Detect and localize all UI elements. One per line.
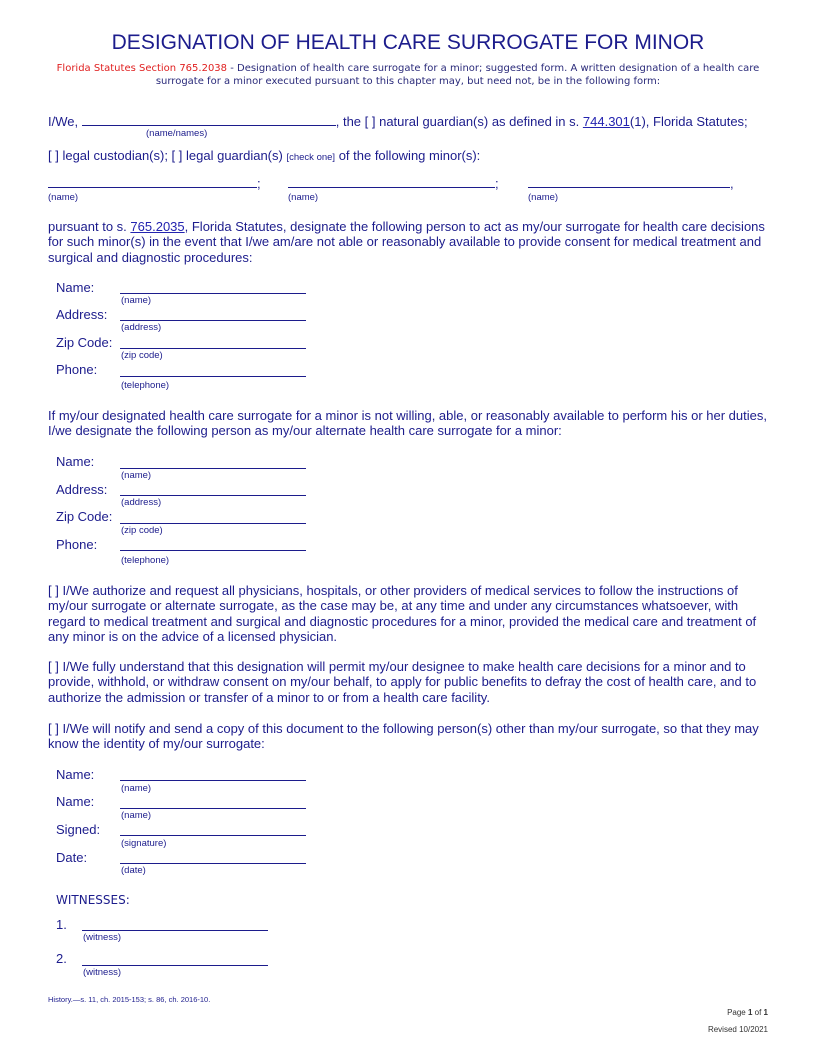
surrogate-zip-field[interactable] <box>120 347 306 349</box>
surrogate-phone-field[interactable] <box>120 375 306 377</box>
minors-text: of the following minor(s): <box>338 148 481 163</box>
date-label: Date: <box>56 850 88 865</box>
witnesses-heading: WITNESSES: <box>56 893 130 907</box>
custodian-guardian-options[interactable]: [ ] legal custodian(s); [ ] legal guardian(s) <box>48 148 283 163</box>
pursuant-paragraph: pursuant to s. 765.2035, Florida Statutes, designate the following person to act as my/our surrogate for health care decisions for such minor(s) in the event that I/we am/are not able or reasonably available to provide consent for medical treatment and surgical and diagnostic procedures: <box>48 219 765 265</box>
notify-name-1-label: Name: <box>56 767 95 782</box>
custodian-line <box>48 148 480 163</box>
guardian-names-field[interactable] <box>82 113 336 126</box>
alternate-phone-field[interactable] <box>120 549 306 551</box>
iwe-label: I/We, <box>48 114 79 129</box>
witness-1-field[interactable] <box>82 929 268 931</box>
check-one-note: [check one] <box>286 152 336 163</box>
surrogate-zip-label: Zip Code: <box>56 335 113 350</box>
notify-name-2-field[interactable] <box>120 807 306 809</box>
alternate-name-field[interactable] <box>120 467 306 469</box>
alternate-address-field[interactable] <box>120 494 306 496</box>
authorize-paragraph[interactable]: [ ] I/We authorize and request all physicians, hospitals, or other providers of medical services to follow the instructions of my/our surrogate or alternate surrogate, as the case may be, at any time and under any circumstances whatsoever, with regard to medical treatment and surgical and diagnostic procedures for a minor, provided the medical care and treatment of any minor is on the advice of a licensed physician. <box>48 583 757 644</box>
caption: (zip code) <box>121 525 163 536</box>
revision-date: Revised 10/2021 <box>707 1025 768 1034</box>
caption: (name) <box>121 810 152 821</box>
witness-1-number: 1. <box>56 917 67 932</box>
caption: (witness) <box>83 967 122 978</box>
statute-link-744-301[interactable]: 744.301 <box>582 114 630 129</box>
surrogate-phone-label: Phone: <box>56 362 98 377</box>
statute-suffix: (1), Florida Statutes; <box>629 114 748 129</box>
minor-caption: (name) <box>48 192 79 203</box>
alternate-address-label: Address: <box>56 482 108 497</box>
statute-description: - Designation of health care surrogate for a minor; suggested form. A written designation of a health care surrogate for a minor executed pursuant to this chapter may, but need not, be in the following form: <box>155 63 760 87</box>
statute-reference: Florida Statutes Section 765.2038 <box>56 63 228 74</box>
alternate-phone-label: Phone: <box>56 537 98 552</box>
statute-link-765-2035[interactable]: 765.2035 <box>130 219 185 234</box>
surrogate-name-label: Name: <box>56 280 95 295</box>
caption: (name) <box>121 783 152 794</box>
alternate-zip-label: Zip Code: <box>56 509 113 524</box>
alternate-zip-field[interactable] <box>120 522 306 524</box>
witness-2-number: 2. <box>56 951 67 966</box>
caption: (name) <box>121 470 152 481</box>
surrogate-name-field[interactable] <box>120 292 306 294</box>
alternate-name-label: Name: <box>56 454 95 469</box>
notify-name-1-field[interactable] <box>120 779 306 781</box>
names-caption: (name/names) <box>146 128 208 139</box>
history-note: History.—s. 11, ch. 2015-153; s. 86, ch. 2016-10. <box>48 995 211 1004</box>
signature-field[interactable] <box>120 834 306 836</box>
caption: (telephone) <box>121 555 170 566</box>
caption: (address) <box>121 497 162 508</box>
notify-name-2-label: Name: <box>56 794 95 809</box>
caption: (date) <box>121 865 146 876</box>
understand-paragraph[interactable]: [ ] I/We fully understand that this designation will permit my/our designee to make health care decisions for a minor and to provide, withhold, or withdraw consent on my/our behalf, to apply for public benefits to defray the cost of health care, and to authorize the admission or transfer of a minor to or from a health care facility. <box>48 659 757 705</box>
natural-guardian-text: , the [ ] natural guardian(s) as defined in s. <box>335 114 580 129</box>
statute-intro <box>40 62 776 88</box>
surrogate-address-label: Address: <box>56 307 108 322</box>
minor-name-3[interactable]: , <box>528 175 734 191</box>
minor-caption: (name) <box>528 192 559 203</box>
caption: (witness) <box>83 932 122 943</box>
notify-paragraph[interactable]: [ ] I/We will notify and send a copy of this document to the following person(s) other than my/our surrogate, so that they may know the identity of my/our surrogate: <box>48 721 759 752</box>
minor-caption: (name) <box>288 192 319 203</box>
caption: (signature) <box>121 838 167 849</box>
signed-label: Signed: <box>56 822 101 837</box>
page-number: Page 1 of 1 <box>727 1008 768 1017</box>
caption: (zip code) <box>121 350 163 361</box>
minor-name-1[interactable]: ; <box>48 175 261 191</box>
date-field[interactable] <box>120 862 306 864</box>
surrogate-address-field[interactable] <box>120 319 306 321</box>
caption: (address) <box>121 322 162 333</box>
alternate-paragraph: If my/our designated health care surrogate for a minor is not willing, able, or reasonably available to perform his or her duties, I/we designate the following person as my/our alternate health care surrogate for a minor: <box>48 408 767 439</box>
guardian-line <box>48 113 748 129</box>
caption: (telephone) <box>121 380 170 391</box>
caption: (name) <box>121 295 152 306</box>
minor-name-2[interactable]: ; <box>288 175 499 191</box>
witness-2-field[interactable] <box>82 964 268 966</box>
page-title: DESIGNATION OF HEALTH CARE SURROGATE FOR MINOR <box>111 31 705 54</box>
